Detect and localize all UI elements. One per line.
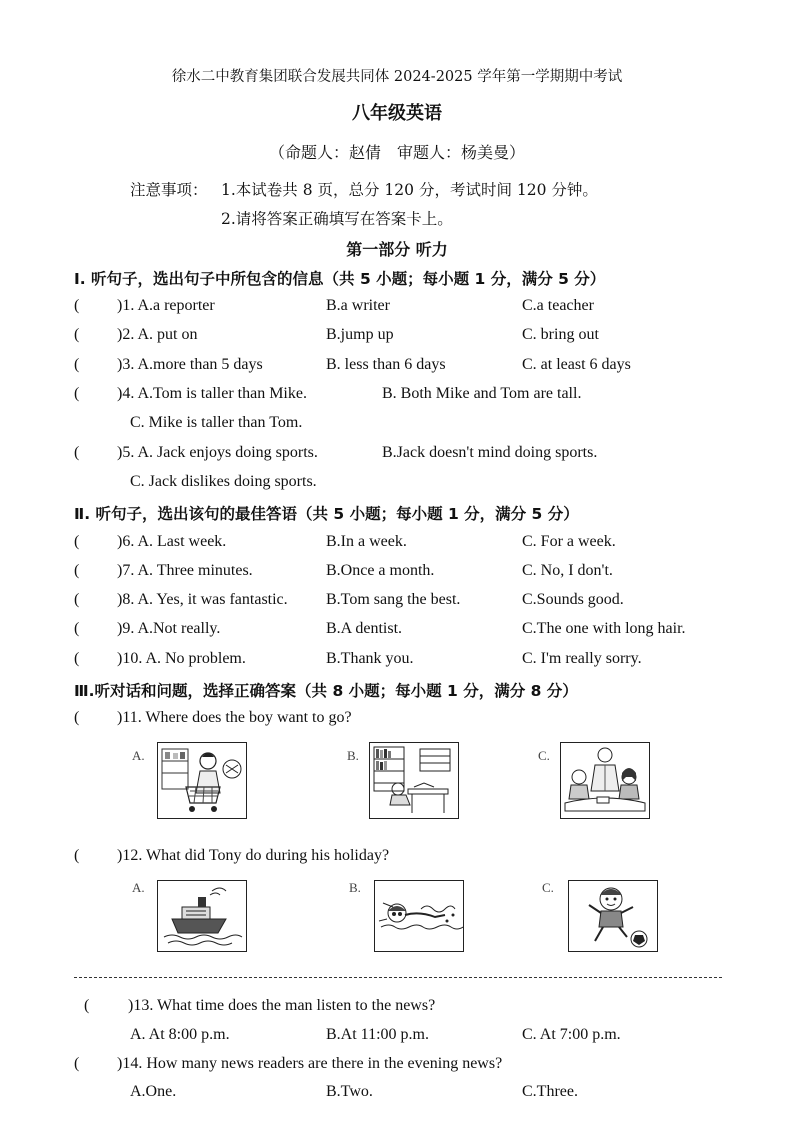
question-13-option-b: B.At 11:00 p.m.: [326, 1026, 429, 1043]
authors-line: （命题人：赵倩 审题人：杨美曼）: [268, 143, 525, 162]
question-14-option-b: B.Two.: [326, 1083, 373, 1100]
question-6-option-b: B.In a week.: [326, 533, 407, 550]
question-5-option-b: B.Jack doesn't mind doing sports.: [382, 444, 598, 461]
question-10-option-a: )10. A. No problem.: [117, 650, 246, 667]
part-one-heading: 第一部分 听力: [346, 240, 448, 259]
answer-bracket[interactable]: (: [74, 591, 80, 608]
football-player-icon[interactable]: [568, 880, 658, 952]
picture-label-b: B.: [347, 748, 359, 763]
picture-label-c: C.: [542, 880, 554, 895]
note-2: 2.请将答案正确填写在答案卡上。: [221, 210, 453, 228]
question-12-text: )12. What did Tony do during his holiday?: [117, 847, 390, 864]
question-5-option-a: )5. A. Jack enjoys doing sports.: [117, 444, 318, 461]
answer-bracket[interactable]: (: [74, 709, 80, 726]
question-8-option-a: )8. A. Yes, it was fantastic.: [117, 591, 288, 608]
question-14-text: )14. How many news readers are there in the evening news?: [117, 1055, 503, 1072]
picture-label-b: B.: [349, 880, 361, 895]
question-6-option-c: C. For a week.: [522, 533, 616, 550]
question-13-text: )13. What time does the man listen to the news?: [128, 997, 436, 1014]
answer-bracket[interactable]: (: [84, 997, 90, 1014]
question-4-option-a: )4. A.Tom is taller than Mike.: [117, 385, 307, 402]
question-4-option-c: C. Mike is taller than Tom.: [130, 414, 303, 431]
picture-label-a: A.: [132, 748, 145, 763]
exam-title: 徐水二中教育集团联合发展共同体 2024-2025 学年第一学期期中考试: [171, 69, 623, 85]
question-14-option-c: C.Three.: [522, 1083, 578, 1100]
answer-bracket[interactable]: (: [74, 1055, 80, 1072]
question-9-option-a: )9. A.Not really.: [117, 620, 221, 637]
answer-bracket[interactable]: (: [74, 444, 80, 461]
question-3-option-a: )3. A.more than 5 days: [117, 356, 263, 373]
question-13-option-c: C. At 7:00 p.m.: [522, 1026, 621, 1043]
subject-title: 八年级英语: [352, 103, 442, 124]
answer-bracket[interactable]: (: [74, 356, 80, 373]
shopping-cart-icon[interactable]: [157, 742, 247, 819]
question-8-option-c: C.Sounds good.: [522, 591, 624, 608]
answer-bracket[interactable]: (: [74, 650, 80, 667]
question-8-option-b: B.Tom sang the best.: [326, 591, 461, 608]
ship-icon[interactable]: [157, 880, 247, 952]
answer-bracket[interactable]: (: [74, 385, 80, 402]
question-9-option-b: B.A dentist.: [326, 620, 403, 637]
question-4-option-b: B. Both Mike and Tom are tall.: [382, 385, 582, 402]
question-10-option-c: C. I'm really sorry.: [522, 650, 642, 667]
question-6-option-a: )6. A. Last week.: [117, 533, 227, 550]
question-3-option-c: C. at least 6 days: [522, 356, 631, 373]
question-2-option-a: )2. A. put on: [117, 326, 198, 343]
answer-bracket[interactable]: (: [74, 297, 80, 314]
question-7-option-b: B.Once a month.: [326, 562, 435, 579]
library-reading-icon[interactable]: [369, 742, 459, 819]
notes-label: 注意事项：: [130, 181, 208, 199]
question-1-option-b: B.a writer: [326, 297, 390, 314]
note-1: 1.本试卷共 8 页，总分 120 分，考试时间 120 分钟。: [221, 181, 598, 199]
answer-bracket[interactable]: (: [74, 847, 80, 864]
page-separator: [74, 977, 722, 978]
question-11-text: )11. Where does the boy want to go?: [117, 709, 352, 726]
question-13-option-a: A. At 8:00 p.m.: [130, 1026, 230, 1043]
classroom-teacher-icon[interactable]: [560, 742, 650, 819]
picture-label-a: A.: [132, 880, 145, 895]
question-2-option-b: B.jump up: [326, 326, 394, 343]
section-3-heading: Ⅲ.听对话和问题，选择正确答案（共 8 小题；每小题 1 分，满分 8 分）: [74, 682, 578, 700]
question-9-option-c: C.The one with long hair.: [522, 620, 686, 637]
picture-label-c: C.: [538, 748, 550, 763]
question-3-option-b: B. less than 6 days: [326, 356, 446, 373]
question-1-option-a: )1. A.a reporter: [117, 297, 215, 314]
answer-bracket[interactable]: (: [74, 533, 80, 550]
answer-bracket[interactable]: (: [74, 326, 80, 343]
question-10-option-b: B.Thank you.: [326, 650, 414, 667]
section-1-heading: Ⅰ. 听句子，选出句子中所包含的信息（共 5 小题；每小题 1 分，满分 5 分）: [74, 270, 606, 288]
question-5-option-c: C. Jack dislikes doing sports.: [130, 473, 317, 490]
question-7-option-c: C. No, I don't.: [522, 562, 613, 579]
question-1-option-c: C.a teacher: [522, 297, 594, 314]
swimming-icon[interactable]: [374, 880, 464, 952]
section-2-heading: Ⅱ. 听句子，选出该句的最佳答语（共 5 小题；每小题 1 分，满分 5 分）: [74, 505, 579, 523]
question-2-option-c: C. bring out: [522, 326, 599, 343]
question-7-option-a: )7. A. Three minutes.: [117, 562, 253, 579]
answer-bracket[interactable]: (: [74, 562, 80, 579]
question-14-option-a: A.One.: [130, 1083, 177, 1100]
answer-bracket[interactable]: (: [74, 620, 80, 637]
